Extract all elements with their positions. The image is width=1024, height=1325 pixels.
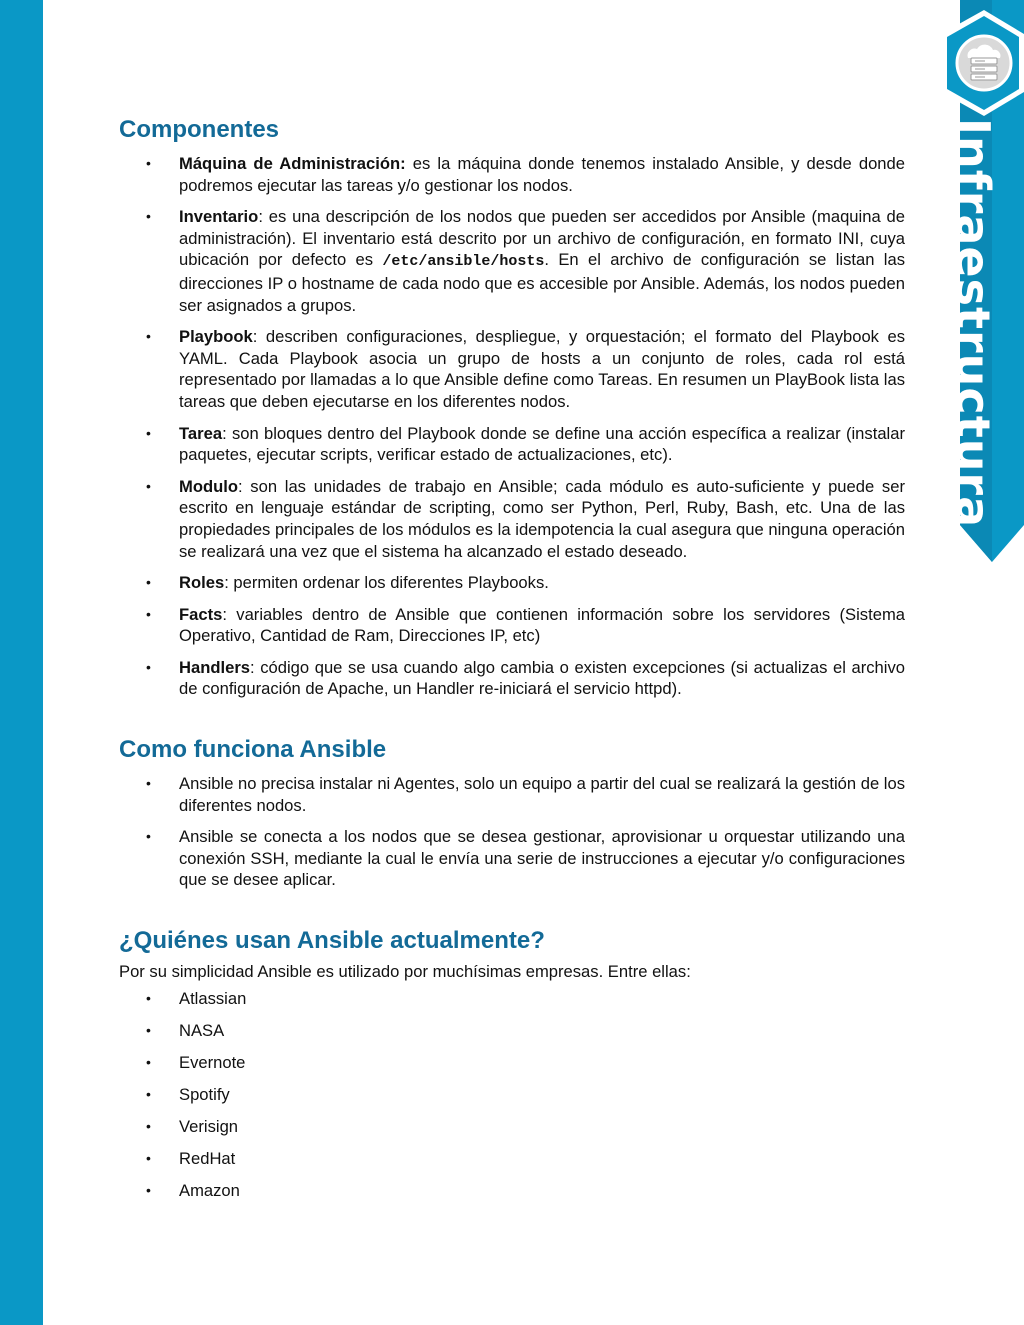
section-title-como-funciona: Como funciona Ansible (119, 736, 387, 764)
componentes-list (119, 153, 905, 700)
list-item (119, 153, 905, 196)
item-text: : variables dentro de Ansible que contienen información sobre los servidores (Sistema Operativo, Cantidad de Ram, Direcciones IP, etc) (179, 604, 905, 646)
quienes-intro: Por su simplicidad Ansible es utilizado por muchísimas empresas. Entre ellas: (119, 962, 691, 982)
item-term: Modulo (179, 476, 238, 496)
item-text: . En el archivo de configuración se listan las direcciones IP o hostname de cada nodo que es accesible por Ansible. Además, los nodos pueden ser asignados a grupos. (179, 250, 905, 315)
item-text: : código que se usa cuando algo cambia o existen excepciones (si actualizas el archivo de configuración de Apache, un Handler re-iniciará el servicio httpd). (179, 657, 905, 699)
section-spacer (119, 710, 905, 732)
server-cloud-icon (957, 36, 1011, 90)
company-item: • Spotify (119, 1084, 905, 1106)
item-text: : describen configuraciones, despliegue, y orquestación; el formato del Playbook es YAML. Cada Playbook asocia un grupo de hosts a un conjunto de roles, cada rol está representado por llamadas a lo que Ansible define como Tareas. En resumen un PlayBook lista las tareas que deben ejecutarse en los diferentes nodos. (179, 327, 905, 411)
page-content (119, 112, 905, 1212)
list-item: • Ansible no precisa instalar ni Agentes, solo un equipo a partir del cual se realizará la gestión de los diferentes nodos. (119, 773, 905, 816)
item-term: Roles (179, 573, 225, 593)
item-term: Playbook (179, 327, 253, 347)
item-term: Facts (179, 604, 223, 624)
list-item (119, 326, 905, 412)
list-item (119, 657, 905, 700)
list-item (119, 604, 905, 647)
list-item (119, 476, 905, 562)
item-text: : es una descripción de los nodos que pueden ser accedidos por Ansible (maquina de administración). El inventario está descrito por un archivo de configuración, en formato INI, cuya ubicación por defecto es (179, 207, 905, 270)
section-title-quienes: ¿Quiénes usan Ansible actualmente? (119, 927, 545, 955)
ribbon-label-wrap (935, 117, 1011, 528)
list-item (119, 206, 905, 316)
como-funciona-list (119, 773, 905, 891)
section-title-componentes: Componentes (119, 116, 280, 143)
ribbon-label: Infraestructura (946, 117, 1000, 528)
list-item: • Ansible se conecta a los nodos que se desea gestionar, aprovisionar u orquestar utilizando una conexión SSH, mediante la cual le envía una serie de instrucciones a ejecutar y/o configuraciones que se desee aplicar. (119, 826, 905, 891)
companies-list (119, 988, 905, 1202)
list-item (119, 423, 905, 466)
item-text: : son bloques dentro del Playbook donde se define una acción específica a realizar (instalar paquetes, ejecutar scripts, verificar estado de actualizaciones, etc). (179, 423, 905, 465)
item-term: Handlers (179, 657, 251, 677)
company-item: • Amazon (119, 1180, 905, 1202)
item-text: : permiten ordenar los diferentes Playbooks. (224, 573, 549, 593)
item-term: Tarea (179, 423, 223, 443)
item-term: Inventario (179, 207, 259, 227)
item-text: : son las unidades de trabajo en Ansible; cada módulo es auto-suficiente y puede ser escrito en lenguaje estándar de scripting, como ser Python, Perl, Ruby, Bash, etc. Una de las propiedades principales de los módulos es la idempotencia la cual asegura que ninguna operación se realizará una vez que el sistema ha alcanzado el estado deseado. (179, 476, 905, 561)
company-item: • Verisign (119, 1116, 905, 1138)
company-item: • Atlassian (119, 988, 905, 1010)
company-item: • Evernote (119, 1052, 905, 1074)
item-text: es la máquina donde tenemos instalado Ansible, y desde donde podremos ejecutar las tareas y/o gestionar los nodos. (179, 154, 905, 195)
item-term: Máquina de Administración: (179, 154, 406, 173)
inventory-path-code: /etc/ansible/hosts (382, 253, 545, 271)
list-item (119, 572, 905, 594)
company-item: • RedHat (119, 1148, 905, 1170)
left-accent-bar (0, 0, 43, 1325)
section-spacer (119, 901, 905, 923)
company-item: • NASA (119, 1020, 905, 1042)
